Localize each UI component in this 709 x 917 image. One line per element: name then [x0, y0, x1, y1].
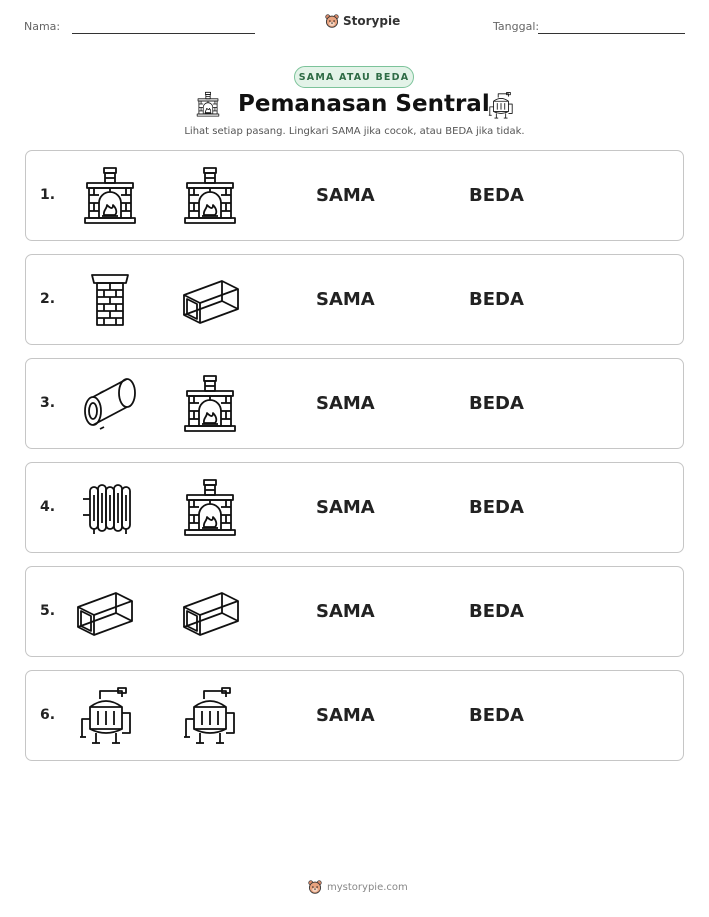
fireplace-icon	[180, 477, 240, 537]
different-option[interactable]: BEDA	[469, 393, 524, 414]
question-number: 1.	[40, 187, 56, 203]
question-number: 5.	[40, 603, 56, 619]
boiler-icon	[487, 90, 515, 120]
chimney-icon	[80, 269, 140, 329]
bear-icon	[325, 14, 339, 28]
question-row	[25, 670, 684, 761]
duct-icon	[180, 581, 240, 641]
bear-icon	[308, 880, 322, 894]
same-option[interactable]: SAMA	[316, 185, 375, 206]
different-option[interactable]: BEDA	[469, 601, 524, 622]
boiler-icon	[76, 685, 136, 745]
boiler-icon	[180, 685, 240, 745]
title-row	[0, 89, 709, 125]
footer	[308, 880, 408, 894]
question-row	[25, 150, 684, 241]
name-field[interactable]	[72, 33, 255, 34]
question-row	[25, 358, 684, 449]
same-option[interactable]: SAMA	[316, 289, 375, 310]
same-option[interactable]: SAMA	[316, 497, 375, 518]
storypie-logo	[325, 14, 400, 28]
fireplace-icon	[180, 165, 240, 225]
different-option[interactable]: BEDA	[469, 289, 524, 310]
different-option[interactable]: BEDA	[469, 705, 524, 726]
question-number: 2.	[40, 291, 56, 307]
same-option[interactable]: SAMA	[316, 601, 375, 622]
different-option[interactable]: BEDA	[469, 185, 524, 206]
same-option[interactable]: SAMA	[316, 393, 375, 414]
question-row	[25, 462, 684, 553]
question-row	[25, 566, 684, 657]
instructions: Lihat setiap pasang. Lingkari SAMA jika cocok, atau BEDA jika tidak.	[184, 126, 525, 137]
same-option[interactable]: SAMA	[316, 705, 375, 726]
date-label: Tanggal:	[493, 20, 540, 33]
brand-name: Storypie	[343, 14, 401, 28]
footer-url[interactable]: mystorypie.com	[327, 881, 408, 893]
pipe-icon	[80, 373, 140, 433]
question-number: 6.	[40, 707, 56, 723]
duct-icon	[74, 581, 134, 641]
name-label: Nama:	[24, 20, 61, 33]
worksheet-header	[0, 14, 709, 40]
fireplace-icon	[195, 89, 221, 119]
question-row	[25, 254, 684, 345]
date-field[interactable]	[538, 33, 685, 34]
radiator-icon	[80, 477, 140, 537]
activity-badge: SAMA ATAU BEDA	[294, 66, 414, 88]
page-title: Pemanasan Sentral	[238, 91, 490, 117]
question-number: 3.	[40, 395, 56, 411]
duct-icon	[180, 269, 240, 329]
different-option[interactable]: BEDA	[469, 497, 524, 518]
fireplace-icon	[180, 373, 240, 433]
fireplace-icon	[80, 165, 140, 225]
question-number: 4.	[40, 499, 56, 515]
